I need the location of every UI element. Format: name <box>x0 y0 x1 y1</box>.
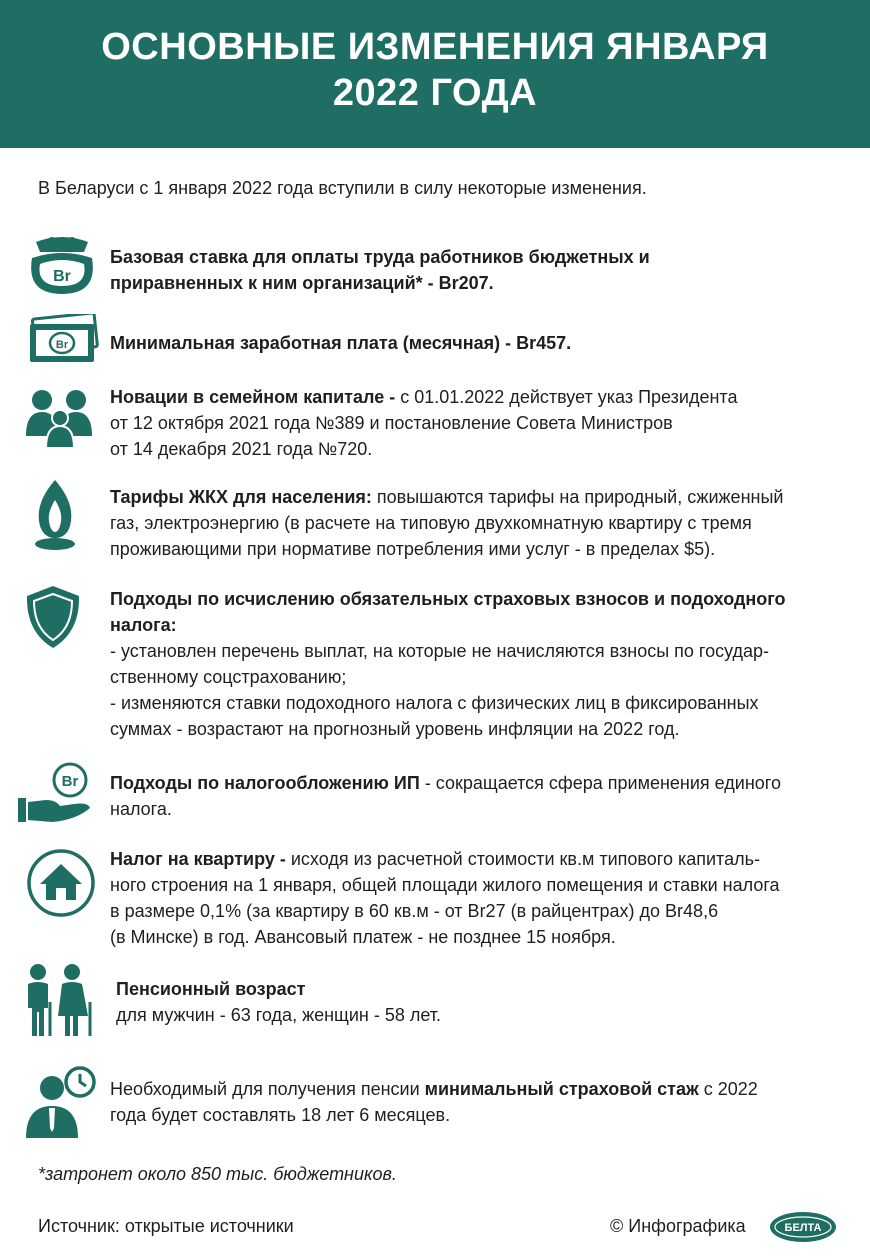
list-item-insurance-tax <box>110 586 786 742</box>
wallet-br-label: Br <box>53 268 71 285</box>
banknotes-icon <box>24 314 100 366</box>
item2-bold: Минимальная заработная плата (месячная) - Br457. <box>110 333 572 353</box>
item4-line3: проживающими при нормативе потребления ими услуг - в пределах $5). <box>110 539 716 559</box>
item9-part3: с 2022 <box>698 1079 758 1099</box>
coin-br-label: Br <box>61 773 79 790</box>
item6-lead-bold: Подходы по налогообложению ИП <box>110 773 420 793</box>
list-item-insurance-period <box>110 1076 758 1128</box>
page-title-line1: ОСНОВНЫЕ ИЗМЕНЕНИЯ ЯНВАРЯ <box>101 26 769 68</box>
item4-lead-bold: Тарифы ЖКХ для населения: <box>110 487 372 507</box>
house-icon <box>26 848 96 918</box>
list-item-base-rate <box>110 244 650 296</box>
item5-bold-line1: Подходы по исчислению обязательных страховых взносов и подоходного <box>110 589 786 609</box>
gas-flame-icon <box>30 478 80 552</box>
item6-lead-text: - сокращается сфера применения единого <box>419 773 781 793</box>
infographic-credit: © Инфографика <box>610 1216 746 1236</box>
item4-lead-text: повышаются тарифы на природный, сжиженный <box>371 487 784 507</box>
shield-icon <box>24 584 82 650</box>
list-item-apartment-tax <box>110 846 780 950</box>
wallet-icon <box>26 234 98 298</box>
footnote: *затронет около 850 тыс. бюджетников. <box>38 1164 397 1184</box>
item8-line2: для мужчин - 63 года, женщин - 58 лет. <box>116 1005 442 1025</box>
coin-hand-icon <box>16 762 96 828</box>
item5-line5: - изменяются ставки подоходного налога с физических лиц в фиксированных <box>110 693 759 713</box>
item1-bold-line1: Базовая ставка для оплаты труда работников бюджетных и <box>110 247 650 267</box>
item9-line2: года будет составлять 18 лет 6 месяцев. <box>110 1105 451 1125</box>
item5-line3: - установлен перечень выплат, на которые не начисляются взносы по государ- <box>110 641 770 661</box>
list-item-family-capital <box>110 384 737 462</box>
list-item-retirement-age <box>116 976 441 1028</box>
family-icon <box>24 388 96 448</box>
item7-lead-text: исходя из расчетной стоимости кв.м типового капиталь- <box>285 849 760 869</box>
item3-line2: от 12 октября 2021 года №389 и постановление Совета Министров <box>110 413 673 433</box>
elderly-couple-icon <box>20 962 96 1038</box>
item7-line3: в размере 0,1% (за квартиру в 60 кв.м - от Br27 (в райцентрах) до Br48,6 <box>110 901 719 921</box>
belta-logo <box>768 1210 838 1249</box>
list-item-min-wage <box>110 330 571 356</box>
source-note: Источник: открытые источники <box>38 1216 294 1236</box>
item8-bold: Пенсионный возраст <box>116 979 306 999</box>
list-item-utility-tariffs <box>110 484 783 562</box>
item1-bold-line2: приравненных к ним организаций* - Br207. <box>110 273 494 293</box>
logo-text: БЕЛТА <box>784 1222 822 1234</box>
page-title-line2: 2022 ГОДА <box>332 72 538 114</box>
item5-line6: суммах - возрастают на прогнозный уровень инфляции на 2022 год. <box>110 719 680 739</box>
item3-line3: от 14 декабря 2021 года №720. <box>110 439 373 459</box>
item4-line2: газ, электроэнергию (в расчете на типовую двухкомнатную квартиру с тремя <box>110 513 752 533</box>
person-clock-icon <box>22 1064 102 1140</box>
item7-line4: (в Минске) в год. Авансовый платеж - не позднее 15 ноября. <box>110 927 616 947</box>
item3-lead-bold: Новации в семейном капитале - <box>110 387 396 407</box>
header-banner <box>0 0 870 148</box>
item9-part1: Необходимый для получения пенсии <box>110 1079 425 1099</box>
item7-line2: ного строения на 1 января, общей площади жилого помещения и ставки налога <box>110 875 780 895</box>
intro-text: В Беларуси с 1 января 2022 года вступили в силу некоторые изменения. <box>38 178 647 198</box>
item5-bold-line2: налога: <box>110 615 177 635</box>
list-item-entrepreneur-tax <box>110 770 781 822</box>
banknote-br-label: Br <box>55 339 69 351</box>
item7-lead-bold: Налог на квартиру - <box>110 849 286 869</box>
item6-line2: налога. <box>110 799 172 819</box>
item3-lead-text: с 01.01.2022 действует указ Президента <box>395 387 738 407</box>
item5-line4: ственному соцстрахованию; <box>110 667 347 687</box>
item9-part2-bold: минимальный страховой стаж <box>424 1079 699 1099</box>
